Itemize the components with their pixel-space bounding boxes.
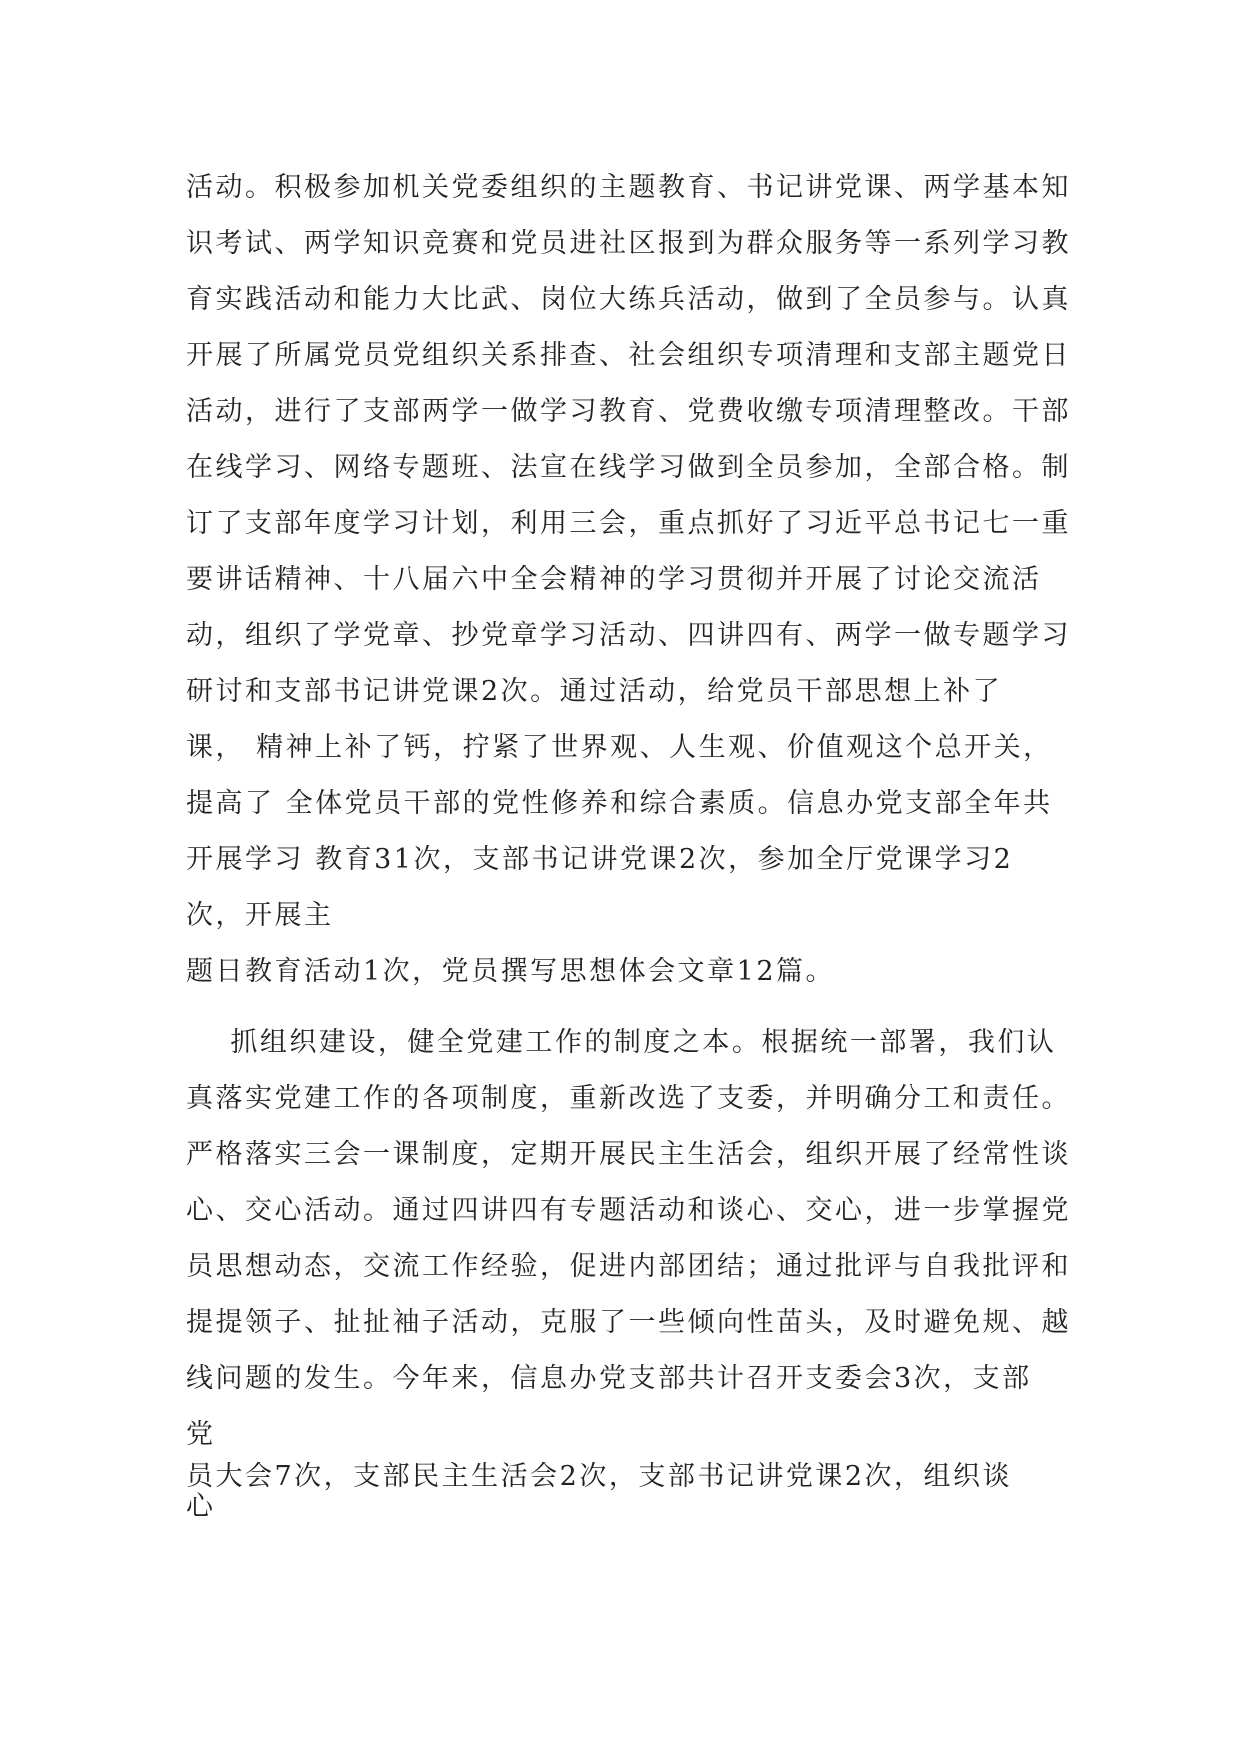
text-line: 心、交心活动。通过四讲四有专题活动和谈心、交心，进一步掌握党	[186, 1195, 1071, 1226]
text-line: 严格落实三会一课制度，定期开展民主生活会，组织开展了经常性谈	[186, 1139, 1071, 1170]
text-line: 抓组织建设，健全党建工作的制度之本。根据统一部署，我们认	[186, 1027, 1057, 1058]
paragraph-study-activities	[186, 160, 1071, 1000]
text-line: 心	[186, 1491, 216, 1522]
text-line: 题日教育活动1次，党员撰写思想体会文章12篇。	[186, 956, 836, 987]
text-line: 育实践活动和能力大比武、岗位大练兵活动，做到了全员参与。认真	[186, 284, 1071, 315]
text-line: 在线学习、网络专题班、法宣在线学习做到全员参加，全部合格。制	[186, 452, 1071, 483]
paragraph-organization-building	[186, 1015, 1071, 1463]
text-line: 党	[186, 1419, 216, 1450]
text-line: 课， 精神上补了钙，拧紧了世界观、人生观、价值观这个总开关，	[186, 732, 1053, 763]
text-line: 员大会7次，支部民主生活会2次，支部书记讲党课2次，组织谈	[186, 1461, 1013, 1492]
paragraph-meeting-counts	[186, 1462, 1066, 1522]
text-line: 开展了所属党员党组织关系排查、社会组织专项清理和支部主题党日	[186, 340, 1071, 371]
text-line: 活动。积极参加机关党委组织的主题教育、书记讲党课、两学基本知	[186, 172, 1071, 203]
text-line: 员思想动态，交流工作经验，促进内部团结；通过批评与自我批评和	[186, 1251, 1071, 1282]
text-line: 次，开展主	[186, 900, 334, 931]
text-line: 线问题的发生。今年来，信息办党支部共计召开支委会3次，支部	[186, 1363, 1032, 1394]
text-line: 开展学习 教育31次，支部书记讲党课2次，参加全厅党课学习2	[186, 844, 1014, 875]
text-line: 动，组织了学党章、抄党章学习活动、四讲四有、两学一做专题学习	[186, 620, 1071, 651]
text-line: 活动，进行了支部两学一做学习教育、党费收缴专项清理整改。干部	[186, 396, 1071, 427]
text-line: 提提领子、扯扯袖子活动，克服了一些倾向性苗头，及时避免规、越	[186, 1307, 1071, 1338]
text-line: 要讲话精神、十八届六中全会精神的学习贯彻并开展了讨论交流活	[186, 564, 1042, 595]
text-line: 研讨和支部书记讲党课2次。通过活动，给党员干部思想上补了	[186, 676, 1003, 707]
text-line: 订了支部年度学习计划，利用三会，重点抓好了习近平总书记七一重	[186, 508, 1071, 539]
text-line: 真落实党建工作的各项制度，重新改选了支委，并明确分工和责任。	[186, 1083, 1071, 1114]
text-line: 提高了 全体党员干部的党性修养和综合素质。信息办党支部全年共	[186, 788, 1053, 819]
text-line: 识考试、两学知识竞赛和党员进社区报到为群众服务等一系列学习教	[186, 228, 1071, 259]
